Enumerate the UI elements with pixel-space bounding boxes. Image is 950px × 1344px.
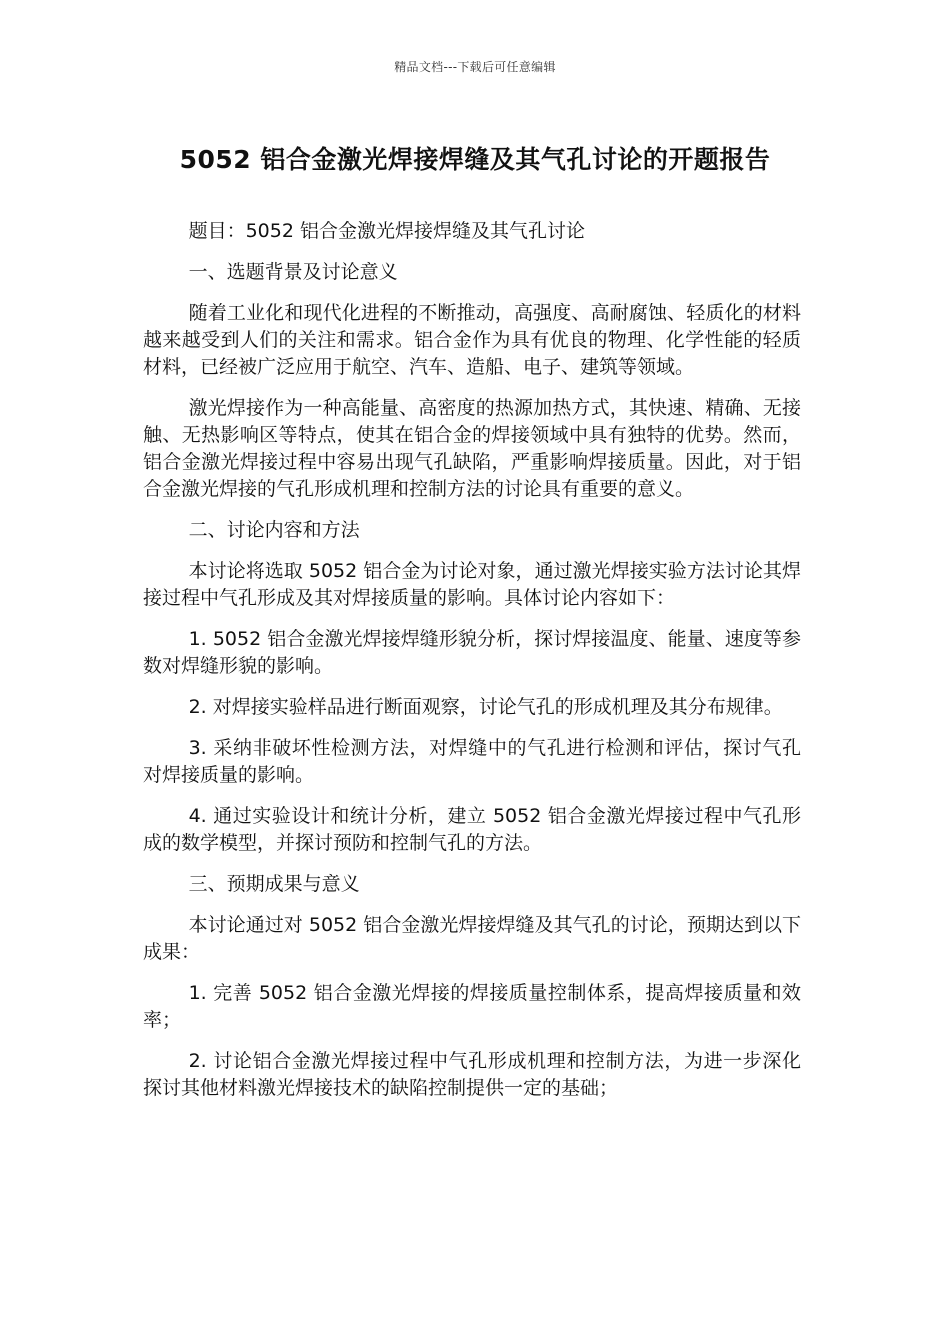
list-item-content-4: 4. 通过实验设计和统计分析，建立 5052 铝合金激光焊接过程中气孔形成的数学模型，并探讨预防和控制气孔的方法。: [143, 805, 801, 854]
paragraph-background-1: 随着工业化和现代化进程的不断推动，高强度、高耐腐蚀、轻质化的材料越来越受到人们的关注和需求。铝合金作为具有优良的物理、化学性能的轻质材料，已经被广泛应用于航空、汽车、造船、电子、建筑等领域。: [143, 302, 801, 378]
paragraph-content-intro: 本讨论将选取 5052 铝合金为讨论对象，通过激光焊接实验方法讨论其焊接过程中气孔形成及其对焊接质量的影响。具体讨论内容如下：: [143, 560, 801, 609]
section-heading-background: 一、选题背景及讨论意义: [188, 261, 398, 283]
section-heading-content-methods: 二、讨论内容和方法: [188, 519, 360, 541]
list-item-results-1: 1. 完善 5052 铝合金激光焊接的焊接质量控制体系，提高焊接质量和效率；: [143, 982, 801, 1031]
paragraph-results-intro: 本讨论通过对 5052 铝合金激光焊接焊缝及其气孔的讨论，预期达到以下成果：: [143, 914, 801, 963]
list-item-content-3: 3. 采纳非破坏性检测方法，对焊缝中的气孔进行检测和评估，探讨气孔对焊接质量的影响。: [143, 737, 801, 786]
document-body: [143, 218, 801, 1116]
list-item-results-2: 2. 讨论铝合金激光焊接过程中气孔形成机理和控制方法，为进一步深化探讨其他材料激光焊接技术的缺陷控制提供一定的基础；: [143, 1050, 801, 1099]
list-item-content-1: 1. 5052 铝合金激光焊接焊缝形貌分析，探讨焊接温度、能量、速度等参数对焊缝形貌的影响。: [143, 628, 801, 677]
section-heading-expected-results: 三、预期成果与意义: [188, 873, 360, 895]
paragraph-background-2: 激光焊接作为一种高能量、高密度的热源加热方式，其快速、精确、无接触、无热影响区等特点，使其在铝合金的焊接领域中具有独特的优势。然而，铝合金激光焊接过程中容易出现气孔缺陷，严重影响焊接质量。因此，对于铝合金激光焊接的气孔形成机理和控制方法的讨论具有重要的意义。: [143, 397, 801, 500]
header-watermark: 精品文档---下载后可任意编辑: [394, 60, 556, 74]
topic-line: 题目：5052 铝合金激光焊接焊缝及其气孔讨论: [188, 220, 585, 242]
document-title: 5052 铝合金激光焊接焊缝及其气孔讨论的开题报告: [179, 145, 771, 174]
list-item-content-2: 2. 对焊接实验样品进行断面观察，讨论气孔的形成机理及其分布规律。: [188, 696, 783, 718]
